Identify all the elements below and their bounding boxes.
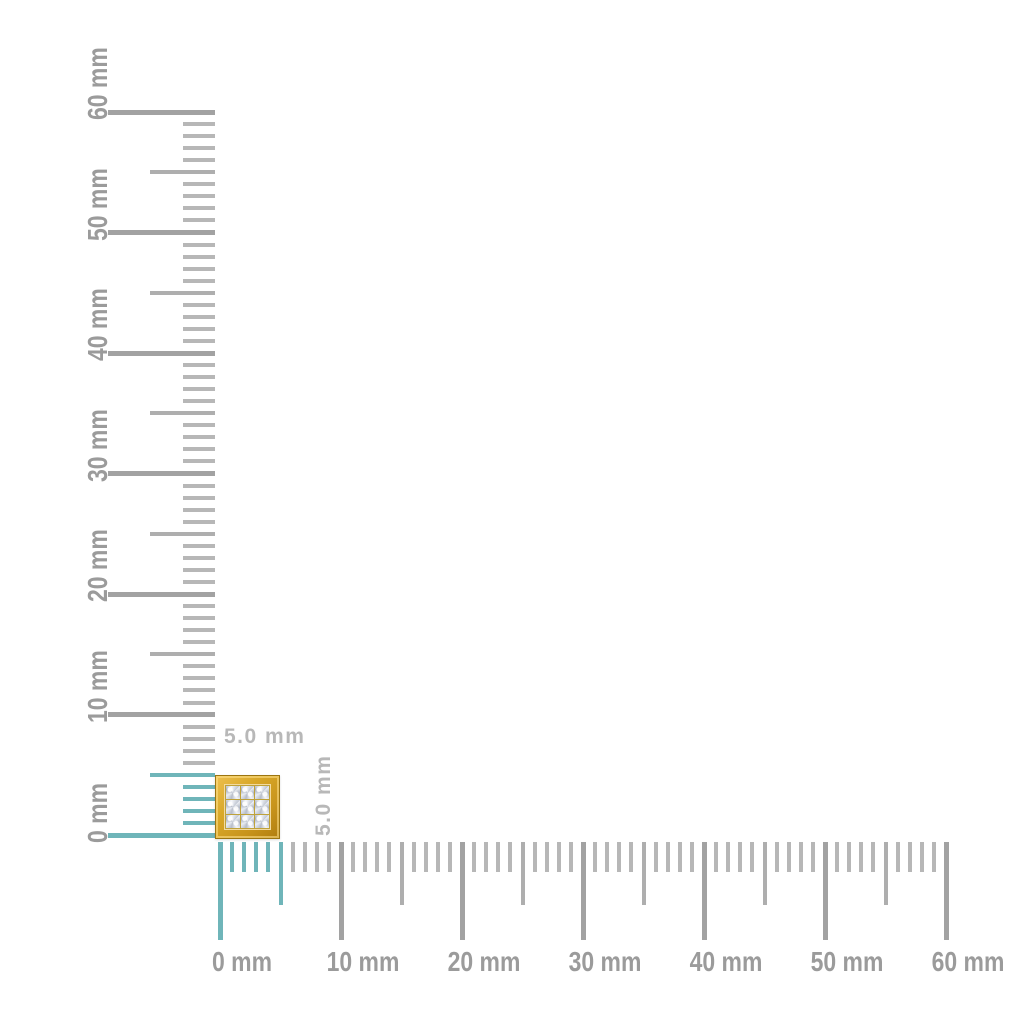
v-tick-54mm [183, 182, 215, 186]
h-tick-55mm [884, 842, 888, 905]
diamond-cell [255, 815, 269, 828]
v-tick-56mm [183, 158, 215, 162]
h-tick-33mm [617, 842, 621, 872]
h-tick-5mm [279, 842, 283, 905]
h-tick-49mm [811, 842, 815, 872]
h-tick-1mm [230, 842, 234, 872]
h-tick-13mm [375, 842, 379, 872]
h-ruler-label-10mm: 10 mm [326, 946, 400, 977]
v-tick-41mm [183, 339, 215, 343]
v-tick-5mm [150, 773, 215, 777]
h-tick-53mm [859, 842, 863, 872]
v-tick-14mm [183, 664, 215, 668]
v-tick-2mm [183, 809, 215, 813]
h-tick-51mm [835, 842, 839, 872]
h-tick-60mm [944, 842, 949, 940]
v-tick-31mm [183, 459, 215, 463]
v-tick-11mm [183, 701, 215, 705]
v-tick-12mm [183, 688, 215, 692]
v-tick-24mm [183, 544, 215, 548]
h-tick-27mm [545, 842, 549, 872]
v-tick-58mm [183, 134, 215, 138]
h-tick-3mm [254, 842, 258, 872]
h-tick-22mm [484, 842, 488, 872]
h-tick-15mm [400, 842, 404, 905]
v-tick-10mm [108, 712, 215, 717]
v-tick-38mm [183, 375, 215, 379]
h-tick-40mm [702, 842, 707, 940]
v-tick-55mm [150, 170, 215, 174]
v-tick-37mm [183, 387, 215, 391]
h-tick-38mm [678, 842, 682, 872]
h-tick-48mm [799, 842, 803, 872]
v-tick-30mm [108, 471, 215, 476]
h-tick-41mm [714, 842, 718, 872]
diamond-cell [241, 800, 255, 813]
h-tick-34mm [629, 842, 633, 872]
v-tick-45mm [150, 291, 215, 295]
h-tick-11mm [351, 842, 355, 872]
v-tick-3mm [183, 797, 215, 801]
h-tick-46mm [775, 842, 779, 872]
h-tick-7mm [303, 842, 307, 872]
h-tick-19mm [448, 842, 452, 872]
v-tick-52mm [183, 206, 215, 210]
v-ruler-label-0mm: 0 mm [82, 783, 113, 843]
h-tick-16mm [412, 842, 416, 872]
h-tick-42mm [726, 842, 730, 872]
h-tick-31mm [593, 842, 597, 872]
h-tick-56mm [896, 842, 900, 872]
h-tick-26mm [533, 842, 537, 872]
v-tick-40mm [108, 351, 215, 356]
h-tick-24mm [508, 842, 512, 872]
diamond-cell [255, 800, 269, 813]
h-tick-4mm [266, 842, 270, 872]
v-tick-18mm [183, 616, 215, 620]
h-tick-25mm [521, 842, 525, 905]
h-tick-44mm [750, 842, 754, 872]
v-ruler-label-40mm: 40 mm [82, 288, 113, 361]
h-tick-14mm [387, 842, 391, 872]
v-tick-26mm [183, 520, 215, 524]
h-tick-37mm [666, 842, 670, 872]
h-tick-29mm [569, 842, 573, 872]
h-tick-39mm [690, 842, 694, 872]
item-height-dimension-label: 5.0 mm [312, 754, 335, 836]
diamond-cell [226, 800, 240, 813]
h-tick-9mm [327, 842, 331, 872]
h-ruler-label-0mm: 0 mm [212, 946, 272, 977]
h-tick-20mm [460, 842, 465, 940]
h-tick-28mm [557, 842, 561, 872]
v-tick-7mm [183, 749, 215, 753]
v-tick-8mm [183, 737, 215, 741]
v-tick-42mm [183, 327, 215, 331]
h-tick-18mm [436, 842, 440, 872]
v-tick-1mm [183, 821, 215, 825]
v-tick-25mm [150, 532, 215, 536]
v-tick-34mm [183, 423, 215, 427]
v-tick-32mm [183, 447, 215, 451]
v-tick-21mm [183, 580, 215, 584]
v-tick-28mm [183, 496, 215, 500]
v-tick-36mm [183, 399, 215, 403]
diamond-cell [255, 786, 269, 799]
v-ruler-label-30mm: 30 mm [82, 408, 113, 482]
h-tick-59mm [932, 842, 936, 872]
v-tick-60mm [108, 110, 215, 115]
v-tick-6mm [183, 761, 215, 765]
h-tick-47mm [787, 842, 791, 872]
v-tick-4mm [183, 785, 215, 789]
v-tick-39mm [183, 363, 215, 367]
v-tick-0mm [108, 833, 215, 838]
h-tick-2mm [242, 842, 246, 872]
v-tick-49mm [183, 243, 215, 247]
diamond-cell [241, 815, 255, 828]
v-tick-44mm [183, 303, 215, 307]
v-tick-16mm [183, 640, 215, 644]
h-tick-43mm [738, 842, 742, 872]
h-tick-23mm [496, 842, 500, 872]
h-tick-6mm [291, 842, 295, 872]
v-tick-15mm [150, 652, 215, 656]
v-ruler-label-50mm: 50 mm [82, 167, 113, 241]
h-tick-50mm [823, 842, 828, 940]
v-tick-27mm [183, 508, 215, 512]
v-tick-53mm [183, 194, 215, 198]
h-tick-52mm [847, 842, 851, 872]
h-tick-0mm [218, 842, 223, 940]
v-tick-13mm [183, 676, 215, 680]
v-tick-22mm [183, 568, 215, 572]
h-tick-10mm [339, 842, 344, 940]
v-tick-59mm [183, 122, 215, 126]
h-tick-36mm [654, 842, 658, 872]
v-tick-57mm [183, 146, 215, 150]
h-tick-54mm [871, 842, 875, 872]
h-tick-58mm [920, 842, 924, 872]
h-ruler-label-60mm: 60 mm [931, 946, 1005, 977]
h-tick-32mm [605, 842, 609, 872]
h-ruler-label-20mm: 20 mm [447, 946, 521, 977]
v-tick-19mm [183, 604, 215, 608]
v-tick-50mm [108, 230, 215, 235]
diamond-cell [226, 786, 240, 799]
h-tick-17mm [424, 842, 428, 872]
h-tick-57mm [908, 842, 912, 872]
v-tick-9mm [183, 725, 215, 729]
v-tick-20mm [108, 592, 215, 597]
h-tick-35mm [642, 842, 646, 905]
v-tick-17mm [183, 628, 215, 632]
v-tick-29mm [183, 484, 215, 488]
h-ruler-label-30mm: 30 mm [568, 946, 642, 977]
v-tick-48mm [183, 255, 215, 259]
v-tick-51mm [183, 218, 215, 222]
v-tick-47mm [183, 267, 215, 271]
h-tick-30mm [581, 842, 586, 940]
h-tick-12mm [363, 842, 367, 872]
v-ruler-label-60mm: 60 mm [82, 47, 113, 120]
pave-diamond-grid [224, 784, 271, 830]
product-image-stud-earring [215, 775, 280, 839]
v-tick-43mm [183, 315, 215, 319]
h-tick-8mm [315, 842, 319, 872]
v-tick-23mm [183, 556, 215, 560]
diamond-cell [241, 786, 255, 799]
v-tick-35mm [150, 411, 215, 415]
h-tick-21mm [472, 842, 476, 872]
v-tick-46mm [183, 279, 215, 283]
h-tick-45mm [763, 842, 767, 905]
item-width-dimension-label: 5.0 mm [224, 725, 306, 748]
v-tick-33mm [183, 435, 215, 439]
diamond-cell [226, 815, 240, 828]
v-ruler-label-20mm: 20 mm [82, 529, 113, 602]
h-ruler-label-50mm: 50 mm [810, 946, 884, 977]
h-ruler-label-40mm: 40 mm [689, 946, 763, 977]
v-ruler-label-10mm: 10 mm [82, 649, 113, 723]
